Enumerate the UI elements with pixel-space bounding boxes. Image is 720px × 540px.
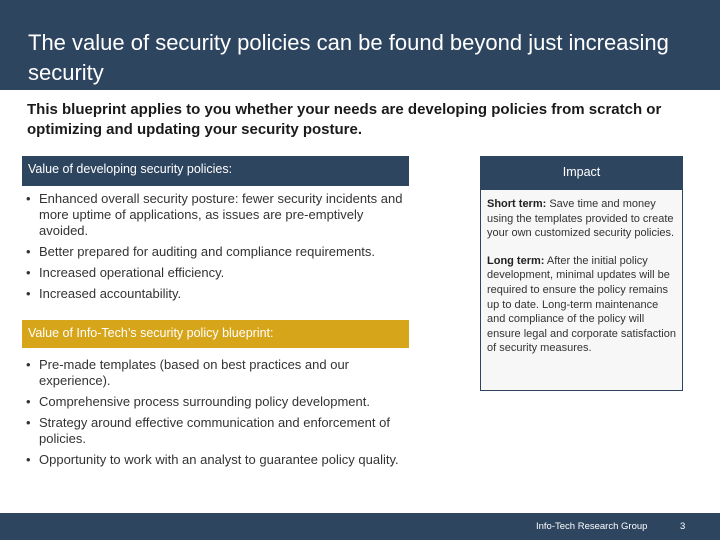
blueprint-header: Value of Info-Tech’s security policy blueprint: [22,320,409,348]
short-term-text: Save time and money using the templates provided to create your own customized security policies. [487,198,675,240]
list-item [26,415,410,447]
bullet-icon: • [26,286,31,301]
bullet-icon: • [26,191,31,206]
bullet-icon: • [26,452,31,467]
list-item-text: Pre-made templates (based on best practices and our experience). [39,357,350,388]
page-number: 3 [680,521,686,532]
intro-text: This blueprint applies to you whether your needs are developing policies from scratch or optimizing and updating your security posture. [27,101,662,138]
bullet-icon: • [26,244,31,259]
short-term-paragraph [487,197,676,241]
impact-header: Impact [480,156,683,189]
list-item-text: Enhanced overall security posture: fewer security incidents and more uptime of applications, as issues are pre-emptively avoided. [39,191,403,238]
list-item-text: Increased operational efficiency. [39,265,225,280]
list-item [26,286,410,302]
list-item [26,191,410,239]
slide-title: The value of security policies can be found beyond just increasing security [28,30,669,85]
bullet-icon: • [26,415,31,430]
bullet-icon: • [26,265,31,280]
list-item [26,394,410,410]
bullet-icon: • [26,394,31,409]
list-item-text: Better prepared for auditing and compliance requirements. [39,244,376,259]
short-term-label: Short term: [487,198,547,210]
bullet-icon: • [26,357,31,372]
long-term-label: Long term: [487,254,545,267]
list-item-text: Opportunity to work with an analyst to guarantee policy quality. [39,452,399,467]
blueprint-list [26,357,410,473]
list-item [26,265,410,281]
list-item-text: Strategy around effective communication and enforcement of policies. [39,415,390,446]
impact-box [480,189,683,391]
long-term-paragraph [487,254,676,356]
footer-bar [0,513,720,540]
list-item-text: Increased accountability. [39,286,182,301]
footer-org: Info-Tech Research Group [536,521,648,532]
long-term-text: After the initial policy development, minimal updates will be required to ensure the policy remains up to date. Long-term maintenance and compliance of the policy will ensure legal and corporate satisfaction of security measures. [487,254,676,355]
list-item [26,357,410,389]
developing-header: Value of developing security policies: [22,156,409,186]
list-item [26,452,410,468]
list-item-text: Comprehensive process surrounding policy development. [39,394,370,409]
developing-list [26,191,410,307]
title-bar [0,0,720,90]
list-item [26,244,410,260]
